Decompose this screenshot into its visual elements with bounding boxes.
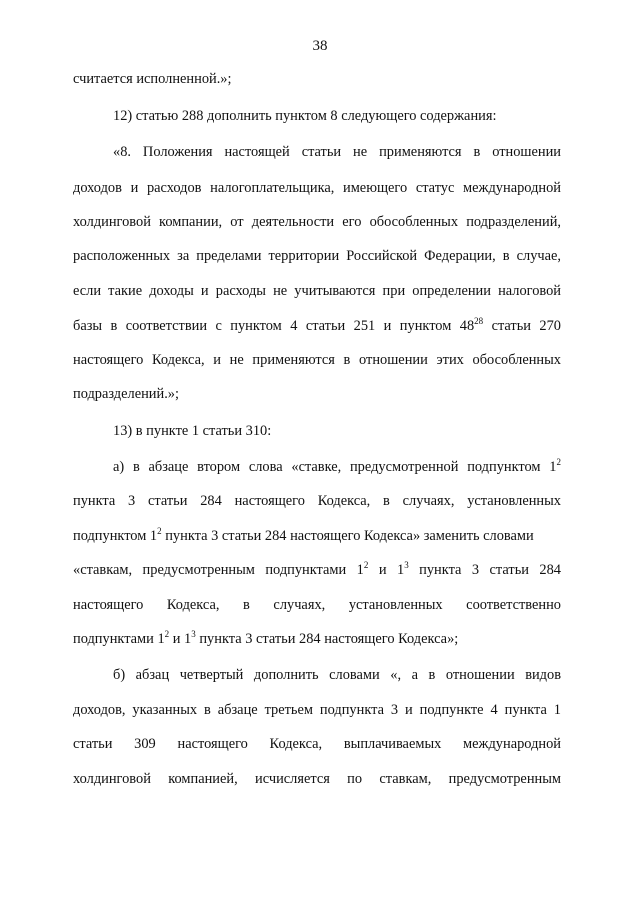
text-line: [73, 317, 561, 335]
superscript: 3: [404, 560, 409, 570]
superscript: 2: [556, 457, 561, 467]
page-number: 38: [312, 38, 328, 54]
text-line: [73, 770, 561, 788]
text-segment: настоящего Кодекса, в случаях, установленных соответственно: [73, 597, 561, 613]
text-segment: считается исполненной.»;: [73, 71, 232, 87]
text-segment: пункта 3 статьи 284 настоящего Кодекса, в случаях, установленных: [73, 493, 561, 509]
text-line: [73, 351, 561, 369]
text-segment: подпунктом 1: [73, 528, 158, 544]
text-segment: 12) статью 288 дополнить пунктом 8 следующего содержания:: [113, 108, 497, 124]
text-segment: подпунктами 1: [73, 631, 165, 647]
text-segment: и 1: [368, 562, 405, 578]
text-line: [113, 666, 561, 684]
text-segment: доходов и расходов налогоплательщика, имеющего статус международной: [73, 180, 561, 196]
text-line: [73, 735, 561, 753]
text-line: [73, 492, 561, 510]
text-line: [113, 422, 561, 440]
superscript: 3: [191, 629, 196, 639]
text-segment: подразделений.»;: [73, 386, 179, 402]
text-segment: настоящего Кодекса, и не применяются в отношении этих обособленных: [73, 352, 561, 368]
text-segment: б) абзац четвертый дополнить словами «, а в отношении видов: [113, 667, 561, 683]
text-line: [73, 247, 561, 265]
text-line: [73, 179, 561, 197]
text-segment: статьи 309 настоящего Кодекса, выплачиваемых международной: [73, 736, 561, 752]
text-line: [73, 701, 561, 719]
text-line: [73, 561, 561, 579]
text-segment: холдинговой компании, от деятельности его обособленных подразделений,: [73, 214, 561, 230]
text-line: [73, 282, 561, 300]
text-segment: «8. Положения настоящей статьи не применяются в отношении: [113, 144, 561, 160]
text-line: [73, 385, 561, 403]
text-segment: статьи 270: [483, 318, 561, 334]
text-line: [73, 527, 561, 545]
text-segment: холдинговой компанией, исчисляется по ставкам, предусмотренным: [73, 771, 561, 787]
superscript: 2: [363, 560, 369, 570]
text-line: [113, 107, 561, 125]
text-segment: пункта 3 статьи 284 настоящего Кодекса»;: [195, 631, 459, 647]
text-line: [73, 213, 561, 231]
text-segment: пункта 3 статьи 284 настоящего Кодекса» заменить словами: [161, 528, 534, 544]
text-segment: расположенных за пределами территории Российской Федерации, в случае,: [73, 248, 561, 264]
text-line: [73, 596, 561, 614]
superscript: 28: [474, 316, 484, 326]
text-line: [73, 630, 561, 648]
text-segment: «ставкам, предусмотренным подпунктами 1: [73, 562, 364, 578]
superscript: 2: [164, 629, 170, 639]
text-segment: пункта 3 статьи 284: [408, 562, 562, 578]
text-line: [73, 70, 561, 88]
text-segment: доходов, указанных в абзаце третьем подпункта 3 и подпункте 4 пункта 1: [73, 702, 561, 718]
text-line: [113, 458, 561, 476]
text-segment: 13) в пункте 1 статьи 310:: [113, 423, 272, 439]
text-segment: а) в абзаце втором слова «ставке, предусмотренной подпунктом 1: [113, 459, 557, 475]
text-segment: и 1: [169, 631, 192, 647]
text-line: [113, 143, 561, 161]
superscript: 2: [157, 526, 162, 536]
text-segment: базы в соответствии с пунктом 4 статьи 251 и пунктом 48: [73, 318, 475, 334]
text-segment: если такие доходы и расходы не учитываются при определении налоговой: [73, 283, 561, 299]
